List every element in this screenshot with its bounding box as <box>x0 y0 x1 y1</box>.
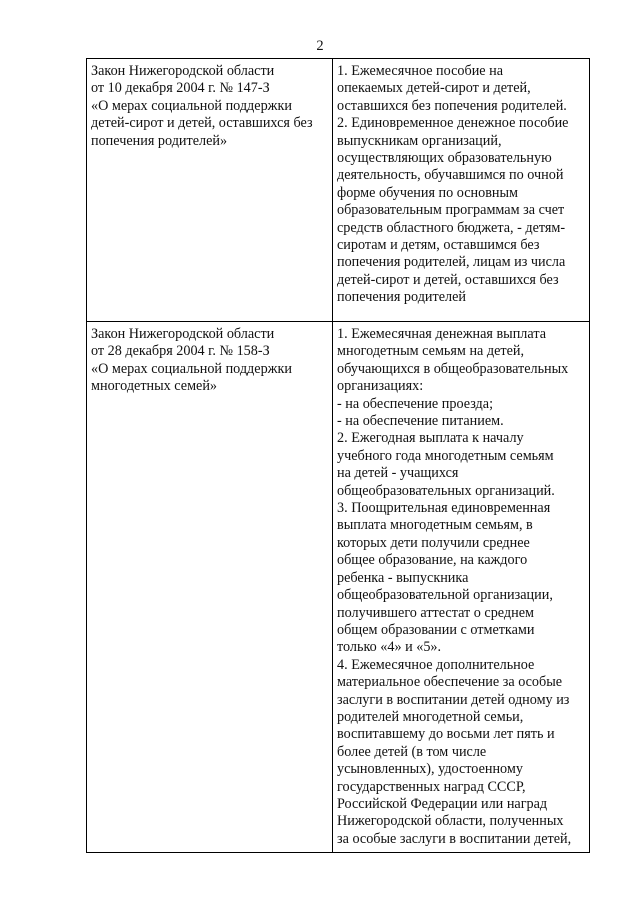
table-row <box>87 59 590 322</box>
measure-line: получившего аттестат о среднем <box>337 604 534 621</box>
measure-line: усыновленных), удостоенному <box>337 761 523 778</box>
measure-line: попечения родителей, лицам из числа <box>337 254 566 271</box>
benefits-table <box>86 58 590 853</box>
measure-line: осуществляющих образовательную <box>337 150 552 167</box>
measure-line: государственных наград СССР, <box>337 778 526 795</box>
measure-line: выплата многодетным семьям, в <box>337 517 533 534</box>
measure-line: общеобразовательных организаций. <box>337 482 555 499</box>
measure-line: форме обучения по основным <box>337 184 519 201</box>
measure-line: деятельность, обучавшимся по очной <box>337 167 564 184</box>
law-line: от 28 декабря 2004 г. № 158-З <box>91 343 270 360</box>
measure-line: учебного года многодетным семьям <box>337 447 554 464</box>
measure-line: ребенка - выпускника <box>337 569 469 586</box>
measure-line: оставшихся без попечения родителей. <box>337 97 567 114</box>
measure-line: общем образовании с отметками <box>337 621 535 638</box>
measure-line: 2. Единовременное денежное пособие <box>337 115 569 132</box>
measures-cell <box>333 59 590 322</box>
law-line: многодетных семей» <box>91 378 218 395</box>
law-line: Закон Нижегородской области <box>91 326 275 342</box>
law-line: попечения родителей» <box>91 132 228 149</box>
measure-line: только «4» и «5». <box>337 639 442 656</box>
measure-line: за особые заслуги в воспитании детей, <box>337 830 572 847</box>
measure-line: 1. Ежемесячная денежная выплата <box>337 326 546 342</box>
measure-line: образовательным программам за счет <box>337 202 565 219</box>
measure-line: общеобразовательной организации, <box>337 587 553 604</box>
law-cell <box>87 322 333 853</box>
measure-line: опекаемых детей-сирот и детей, <box>337 80 531 97</box>
measure-line: - на обеспечение питанием. <box>337 413 504 430</box>
measure-line: обучающихся в общеобразовательных <box>337 360 569 377</box>
measure-line: 2. Ежегодная выплата к началу <box>337 430 524 447</box>
table-row <box>87 322 590 853</box>
measure-line: многодетным семьям на детей, <box>337 343 525 360</box>
measure-line: более детей (в том числе <box>337 743 487 760</box>
measure-line: воспитавшему до восьми лет пять и <box>337 726 555 743</box>
measure-line: детей-сирот и детей, оставшихся без <box>337 271 559 288</box>
law-line: детей-сирот и детей, оставшихся без <box>91 115 313 132</box>
measure-line: материальное обеспечение за особые <box>337 674 563 691</box>
measure-line: 4. Ежемесячное дополнительное <box>337 656 535 673</box>
measure-line: 1. Ежемесячное пособие на <box>337 63 504 79</box>
measure-line: которых дети получили среднее <box>337 534 530 551</box>
measure-line: организациях: <box>337 378 424 395</box>
measure-line: средств областного бюджета, - детям- <box>337 219 566 236</box>
measure-line: родителей многодетной семьи, <box>337 708 524 725</box>
measure-line: попечения родителей <box>337 289 466 306</box>
measures-cell <box>333 322 590 853</box>
measure-line: Российской Федерации или наград <box>337 795 548 812</box>
measure-line: на детей - учащихся <box>337 465 459 482</box>
law-cell <box>87 59 333 322</box>
law-line: «О мерах социальной поддержки <box>91 97 292 114</box>
measure-line: Нижегородской области, полученных <box>337 813 564 830</box>
measure-line: - на обеспечение проезда; <box>337 395 494 412</box>
measure-line: выпускникам организаций, <box>337 132 502 149</box>
measure-line: общее образование, на каждого <box>337 552 528 569</box>
law-line: от 10 декабря 2004 г. № 147-З <box>91 80 270 97</box>
law-line: «О мерах социальной поддержки <box>91 360 292 377</box>
law-line: Закон Нижегородской области <box>91 63 275 79</box>
measure-line: сиротам и детям, оставшимся без <box>337 237 540 254</box>
measure-line: заслуги в воспитании детей одному из <box>337 691 570 708</box>
page-number: 2 <box>316 38 324 54</box>
measure-line: 3. Поощрительная единовременная <box>337 500 551 517</box>
